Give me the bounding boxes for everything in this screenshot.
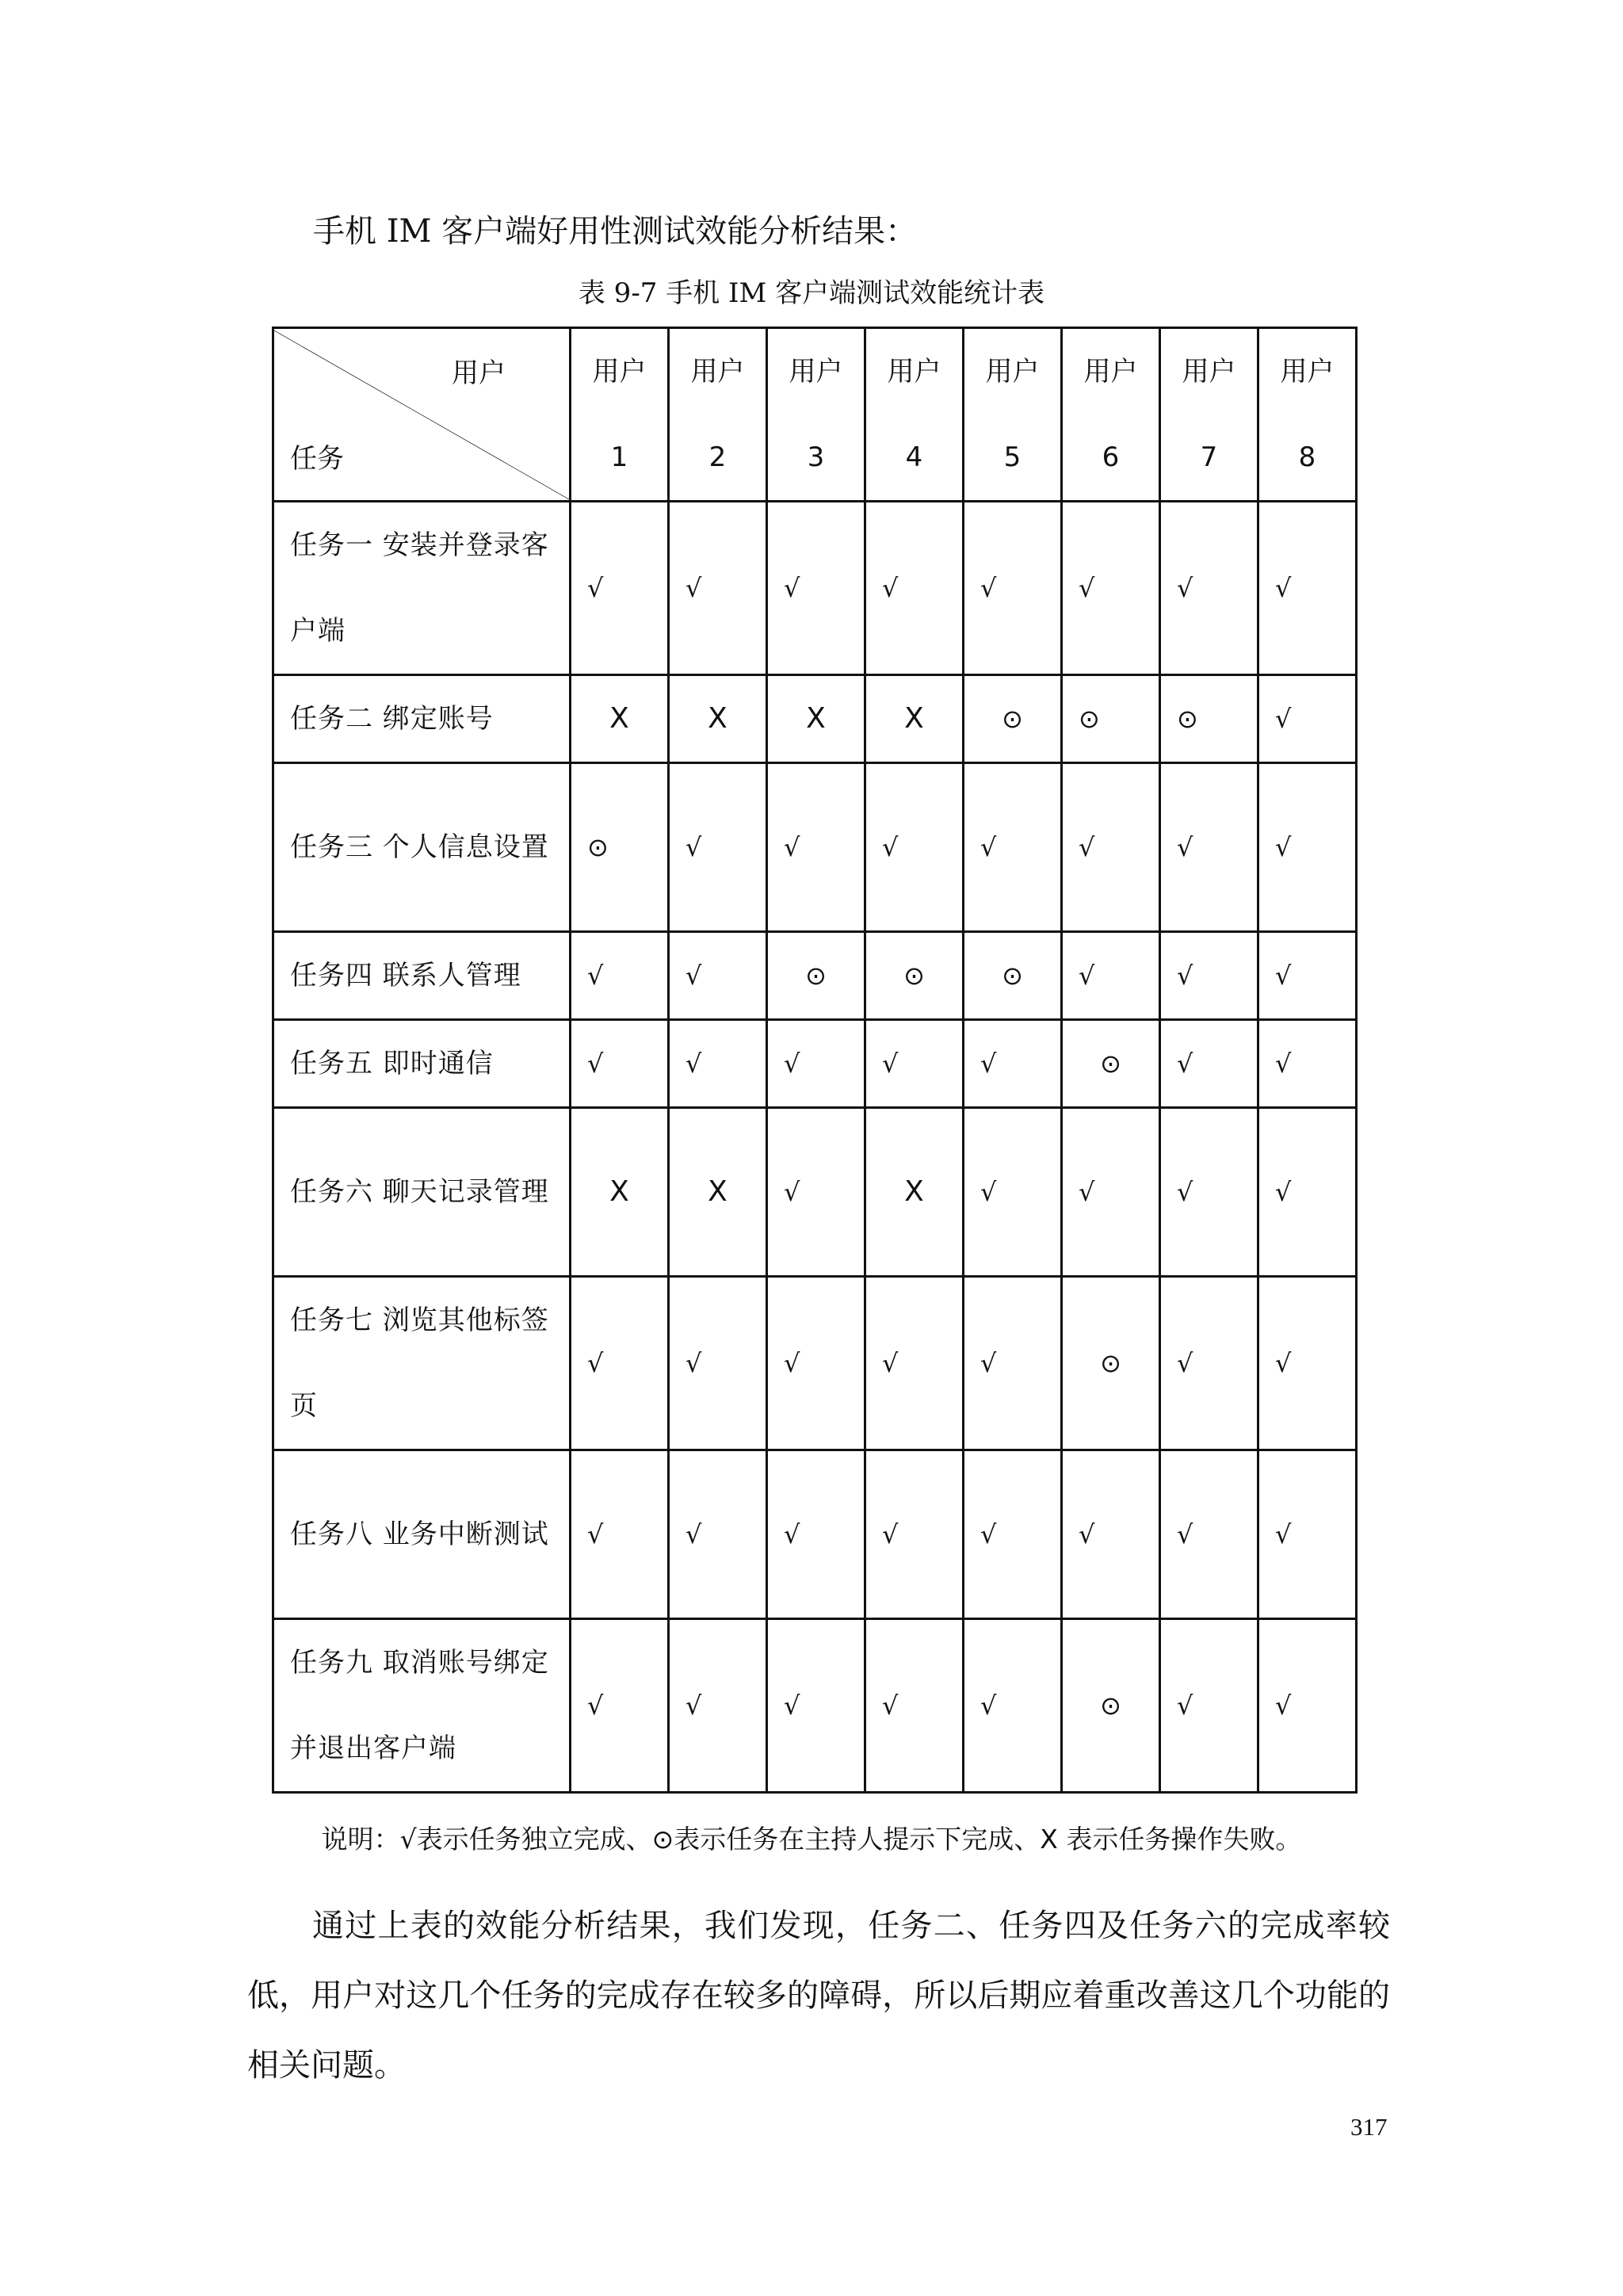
user-header-3 [767, 328, 865, 502]
table-row [273, 763, 1357, 932]
intro-text: 手机 IM 客户端好用性测试效能分析结果： [313, 213, 918, 250]
table-legend: 说明：√表示任务独立完成、⊙表示任务在主持人提示下完成、X 表示任务操作失败。 [321, 1824, 1302, 1855]
user-number: 6 [1102, 441, 1120, 473]
result-mark-cell: √ [767, 1020, 865, 1108]
result-mark-cell: X [767, 675, 865, 763]
user-label: 用户 [789, 356, 843, 388]
user-number: 1 [610, 441, 628, 473]
result-mark-cell: √ [669, 1020, 767, 1108]
result-mark-cell: √ [1160, 932, 1258, 1020]
result-mark-cell: √ [767, 1450, 865, 1619]
result-mark-cell: √ [964, 502, 1062, 675]
result-mark-cell: √ [1258, 1277, 1357, 1450]
result-mark-cell: ⊙ [964, 675, 1062, 763]
result-mark-cell: √ [571, 1277, 669, 1450]
result-mark-cell: √ [669, 1277, 767, 1450]
user-number: 4 [905, 441, 923, 473]
result-mark-cell: √ [1160, 1277, 1258, 1450]
user-label: 用户 [690, 356, 745, 388]
result-mark-cell: √ [1258, 1450, 1357, 1619]
table-caption: 表 9-7 手机 IM 客户端测试效能统计表 [578, 277, 1045, 309]
result-mark-cell: √ [669, 502, 767, 675]
result-mark-cell: X [865, 1108, 964, 1277]
result-mark-cell: √ [865, 1450, 964, 1619]
task-name-cell: 任务三 个人信息设置 [273, 763, 571, 932]
user-header-5 [964, 328, 1062, 502]
result-mark-cell: √ [1062, 1108, 1160, 1277]
analysis-paragraph: 通过上表的效能分析结果，我们发现，任务二、任务四及任务六的完成率较低，用户对这几个任务的完成存在较多的障碍，所以后期应着重改善这几个功能的相关问题。 [247, 1908, 1390, 2084]
result-mark-cell: √ [1160, 1619, 1258, 1793]
result-mark-cell: √ [964, 763, 1062, 932]
result-mark-cell: ⊙ [964, 932, 1062, 1020]
result-mark-cell: √ [1160, 763, 1258, 932]
result-mark-cell: ⊙ [1062, 1277, 1160, 1450]
task-name-cell: 任务四 联系人管理 [273, 932, 571, 1020]
result-mark-cell: √ [1160, 1108, 1258, 1277]
result-mark-cell: √ [865, 1020, 964, 1108]
corner-task-label: 任务 [290, 442, 344, 475]
task-name-cell: 任务八 业务中断测试 [273, 1450, 571, 1619]
result-mark-cell: X [669, 675, 767, 763]
result-mark-cell: X [571, 1108, 669, 1277]
result-mark-cell: √ [767, 1619, 865, 1793]
user-header-7 [1160, 328, 1258, 502]
result-mark-cell: √ [767, 1108, 865, 1277]
result-mark-cell: √ [669, 1450, 767, 1619]
result-mark-cell: √ [571, 1619, 669, 1793]
table-row [273, 932, 1357, 1020]
user-label: 用户 [1083, 356, 1138, 388]
task-name-cell: 任务六 聊天记录管理 [273, 1108, 571, 1277]
result-mark-cell: ⊙ [767, 932, 865, 1020]
result-mark-cell: √ [1062, 763, 1160, 932]
user-label: 用户 [887, 356, 941, 388]
user-number: 8 [1298, 441, 1316, 473]
user-header-1 [571, 328, 669, 502]
result-mark-cell: √ [865, 763, 964, 932]
result-mark-cell: ⊙ [1160, 675, 1258, 763]
result-mark-cell: √ [669, 932, 767, 1020]
result-mark-cell: √ [1258, 1108, 1357, 1277]
user-header-4 [865, 328, 964, 502]
result-mark-cell: √ [571, 502, 669, 675]
user-label: 用户 [592, 356, 647, 388]
result-mark-cell: √ [1258, 1619, 1357, 1793]
result-mark-cell: √ [865, 502, 964, 675]
user-label: 用户 [1182, 356, 1236, 388]
table-row [273, 1020, 1357, 1108]
result-mark-cell: √ [669, 1619, 767, 1793]
result-mark-cell: √ [1062, 932, 1160, 1020]
task-name-cell: 任务一 安装并登录客户端 [273, 502, 571, 675]
user-header-8 [1258, 328, 1357, 502]
user-label: 用户 [1280, 356, 1335, 388]
result-mark-cell: √ [571, 932, 669, 1020]
result-mark-cell: X [571, 675, 669, 763]
result-mark-cell: ⊙ [865, 932, 964, 1020]
task-name-cell: 任务七 浏览其他标签页 [273, 1277, 571, 1450]
table-row [273, 1619, 1357, 1793]
result-mark-cell: √ [964, 1020, 1062, 1108]
user-label: 用户 [985, 356, 1040, 388]
user-number: 2 [708, 441, 727, 473]
result-mark-cell: √ [1258, 675, 1357, 763]
corner-cell [273, 328, 571, 502]
result-mark-cell: ⊙ [1062, 675, 1160, 763]
result-mark-cell: √ [767, 502, 865, 675]
result-mark-cell: √ [1160, 1020, 1258, 1108]
result-mark-cell: √ [1062, 502, 1160, 675]
result-mark-cell: √ [964, 1277, 1062, 1450]
table-row [273, 1277, 1357, 1450]
table-row [273, 675, 1357, 763]
result-mark-cell: √ [865, 1619, 964, 1793]
result-mark-cell: √ [1258, 763, 1357, 932]
result-mark-cell: √ [571, 1020, 669, 1108]
page-number: 317 [1350, 2113, 1388, 2141]
task-name-cell: 任务九 取消账号绑定并退出客户端 [273, 1619, 571, 1793]
result-mark-cell: √ [865, 1277, 964, 1450]
result-mark-cell: √ [964, 1450, 1062, 1619]
result-mark-cell: √ [1258, 502, 1357, 675]
result-mark-cell: √ [1258, 932, 1357, 1020]
result-mark-cell: √ [767, 763, 865, 932]
user-number: 3 [807, 441, 825, 473]
result-mark-cell: √ [964, 1108, 1062, 1277]
efficiency-table [272, 327, 1358, 1794]
result-mark-cell: √ [669, 763, 767, 932]
task-name-cell: 任务五 即时通信 [273, 1020, 571, 1108]
result-mark-cell: X [669, 1108, 767, 1277]
user-number: 7 [1200, 441, 1218, 473]
user-header-6 [1062, 328, 1160, 502]
result-mark-cell: √ [767, 1277, 865, 1450]
result-mark-cell: ⊙ [1062, 1619, 1160, 1793]
table-row [273, 1108, 1357, 1277]
corner-user-label: 用户 [452, 357, 506, 389]
result-mark-cell: X [865, 675, 964, 763]
result-mark-cell: √ [1160, 502, 1258, 675]
result-mark-cell: √ [1160, 1450, 1258, 1619]
table-row [273, 1450, 1357, 1619]
user-header-2 [669, 328, 767, 502]
result-mark-cell: ⊙ [1062, 1020, 1160, 1108]
result-mark-cell: √ [1062, 1450, 1160, 1619]
result-mark-cell: √ [1258, 1020, 1357, 1108]
result-mark-cell: √ [964, 1619, 1062, 1793]
result-mark-cell: ⊙ [571, 763, 669, 932]
task-name-cell: 任务二 绑定账号 [273, 675, 571, 763]
table-body [273, 328, 1357, 1793]
table-row [273, 502, 1357, 675]
user-number: 5 [1003, 441, 1022, 473]
result-mark-cell: √ [571, 1450, 669, 1619]
header-row [273, 328, 1357, 502]
